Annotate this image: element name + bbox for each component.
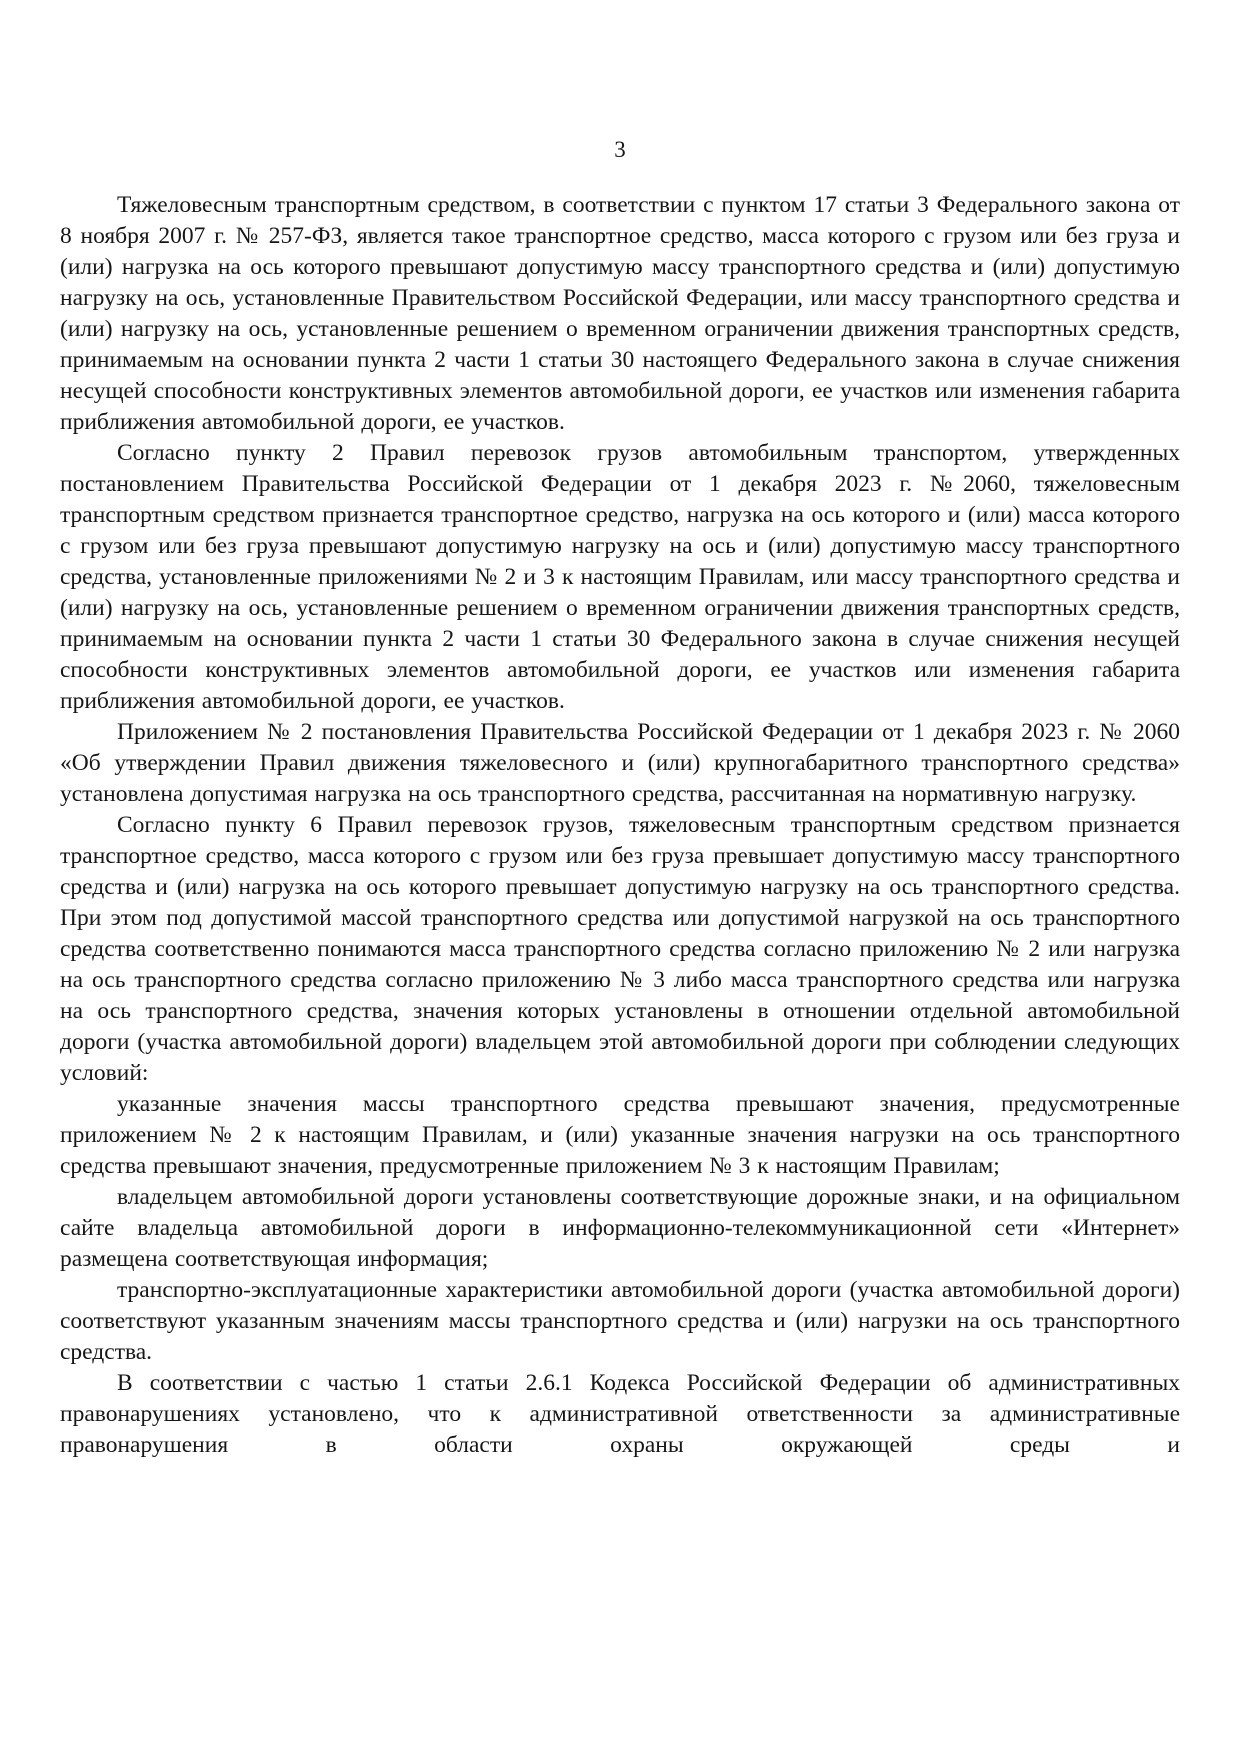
paragraph-heavy-vehicle-definition-257fz: Тяжеловесным транспортным средством, в соответствии с пунктом 17 статьи 3 Федерального закона от 8 ноября 2007 г. № 257-ФЗ, является такое транспортное средство, масса которого с грузом или без груза и (или) нагрузка на ось которого превышают допустимую массу транспортного средства и (или) допустимую нагрузку на ось, установленные Правительством Российской Федерации, или массу транспортного средства и (или) нагрузку на ось, установленные решением о временном ограничении движения транспортных средств, принимаемым на основании пункта 2 части 1 статьи 30 настоящего Федерального закона в случае снижения несущей способности конструктивных элементов автомобильной дороги, ее участков или изменения габарита приближения автомобильной дороги, ее участков. bbox=[60, 192, 1180, 435]
paragraph-condition-exceeding-values: указанные значения массы транспортного средства превышают значения, предусмотренные приложением № 2 к настоящим Правилам, и (или) указанные значения нагрузки на ось транспортного средства превышают значения, предусмотренные приложением № 3 к настоящим Правилам; bbox=[60, 1091, 1180, 1179]
paragraph-rules-item2-resolution-2060: Согласно пункту 2 Правил перевозок грузов автомобильным транспортом, утвержденных постановлением Правительства Российской Федерации от 1 декабря 2023 г. №2060, тяжеловесным транспортным средством признается транспортное средство, нагрузка на ось которого и (или) масса которого с грузом или без груза превышают допустимую нагрузку на ось и (или) допустимую массу транспортного средства, установленные приложениями № 2 и 3 к настоящим Правилам, или массу транспортного средства и (или) нагрузку на ось, установленные решением о временном ограничении движения транспортных средств, принимаемым на основании пункта 2 части 1 статьи 30 Федерального закона в случае снижения несущей способности конструктивных элементов автомобильной дороги, ее участков или изменения габарита приближения автомобильной дороги, ее участков. bbox=[60, 440, 1180, 714]
paragraph-koap-article-261: В соответствии с частью 1 статьи 2.6.1 Кодекса Российской Федерации об административных правонарушениях установлено, что к административной ответственности за административные правонарушения в области охраны окружающей среды и bbox=[60, 1370, 1180, 1458]
paragraph-condition-road-characteristics: транспортно-эксплуатационные характеристики автомобильной дороги (участка автомобильной дороги) соответствуют указанным значениям массы транспортного средства и (или) нагрузки на ось транспортного средства. bbox=[60, 1277, 1180, 1365]
paragraph-condition-road-signs-internet: владельцем автомобильной дороги установлены соответствующие дорожные знаки, и на официальном сайте владельца автомобильной дороги в информационно-телекоммуникационной сети «Интернет» размещена соответствующая информация; bbox=[60, 1184, 1180, 1272]
page-number: 3 bbox=[614, 137, 626, 162]
document-body bbox=[60, 190, 1180, 1461]
paragraph-annex2-resolution-2060: Приложением № 2 постановления Правительства Российской Федерации от 1 декабря 2023 г. № 2060 «Об утверждении Правил движения тяжеловесного и (или) крупногабаритного транспортного средства» установлена допустимая нагрузка на ось транспортного средства, рассчитанная на нормативную нагрузку. bbox=[60, 719, 1180, 807]
paragraph-rules-item6-definition: Согласно пункту 6 Правил перевозок грузов, тяжеловесным транспортным средством признается транспортное средство, масса которого с грузом или без груза превышает допустимую массу транспортного средства и (или) нагрузка на ось которого превышает допустимую нагрузку на ось транспортного средства. При этом под допустимой массой транспортного средства или допустимой нагрузкой на ось транспортного средства соответственно понимаются масса транспортного средства согласно приложению № 2 или нагрузка на ось транспортного средства согласно приложению № 3 либо масса транспортного средства или нагрузка на ось транспортного средства, значения которых установлены в отношении отдельной автомобильной дороги (участка автомобильной дороги) владельцем этой автомобильной дороги при соблюдении следующих условий: bbox=[60, 812, 1180, 1086]
